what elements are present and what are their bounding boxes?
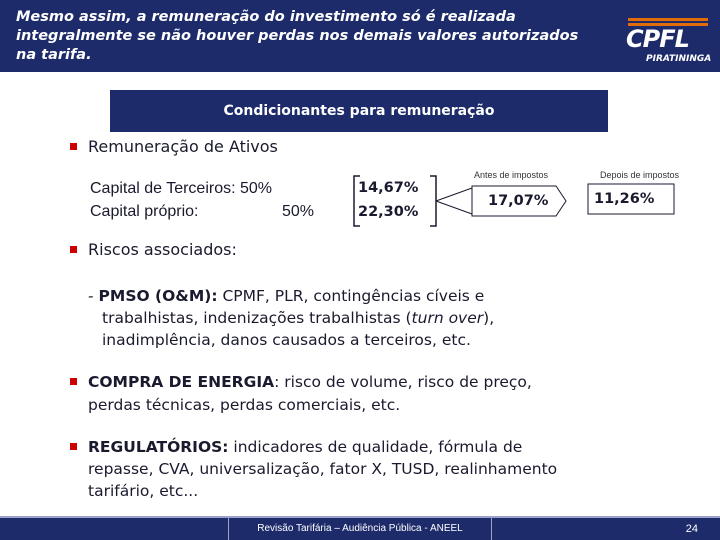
ativos-heading: Remuneração de Ativos bbox=[88, 137, 278, 156]
pmso-line-1 bbox=[88, 286, 484, 307]
section-title: Condicionantes para remuneração bbox=[223, 103, 495, 119]
compra-label: COMPRA DE ENERGIA bbox=[88, 373, 275, 391]
depois-value: 11,26% bbox=[594, 191, 655, 207]
capital-proprio-label: Capital próprio: bbox=[90, 203, 199, 220]
regulatorios-line-1 bbox=[88, 437, 522, 458]
footer-caption: Revisão Tarifária – Audiência Pública - ANEEL bbox=[228, 518, 492, 540]
regulatorios-line-3: tarifário, etc... bbox=[88, 482, 199, 500]
pmso-label: PMSO (O&M): bbox=[98, 287, 218, 305]
compra-text-1: : risco de volume, risco de preço, bbox=[274, 373, 532, 391]
regulatorios-label: REGULATÓRIOS: bbox=[88, 438, 229, 456]
compra-line-2: perdas técnicas, perdas comerciais, etc. bbox=[88, 396, 401, 414]
pmso-line-2 bbox=[102, 308, 494, 329]
depois-label: Depois de impostos bbox=[600, 170, 680, 180]
logo-subtitle: PIRATININGA bbox=[646, 54, 712, 64]
connector-bottom bbox=[436, 201, 472, 214]
bullet-riscos bbox=[70, 246, 77, 253]
rate-proprio: 22,30% bbox=[358, 204, 419, 220]
riscos-heading: Riscos associados: bbox=[88, 240, 237, 259]
pmso-dash: - bbox=[88, 287, 94, 305]
antes-label: Antes de impostos bbox=[474, 170, 549, 180]
compra-line-1 bbox=[88, 372, 532, 393]
cpfl-logo bbox=[620, 18, 712, 68]
footer-bar bbox=[0, 518, 720, 540]
page-number: 24 bbox=[685, 523, 698, 535]
rate-terceiros: 14,67% bbox=[358, 180, 419, 196]
bullet-compra bbox=[70, 378, 77, 385]
right-bracket bbox=[430, 176, 436, 226]
regulatorios-text-1: indicadores de qualidade, fórmula de bbox=[228, 438, 523, 456]
bullet-regulatorios bbox=[70, 443, 77, 450]
capital-proprio-value: 50% bbox=[282, 203, 315, 220]
header-bar bbox=[0, 0, 720, 72]
pmso-line-3: inadimplência, danos causados a terceiros, etc. bbox=[102, 331, 471, 349]
antes-value: 17,07% bbox=[488, 193, 549, 209]
capital-terceiros: Capital de Terceiros: 50% bbox=[90, 180, 273, 197]
pmso-text-2b: ), bbox=[483, 309, 495, 327]
connector-top bbox=[436, 188, 472, 201]
pmso-text-2a: trabalhistas, indenizações trabalhistas ( bbox=[102, 309, 412, 327]
section-title-box bbox=[110, 90, 608, 132]
regulatorios-line-2: repasse, CVA, universalização, fator X, TUSD, realinhamento bbox=[88, 460, 558, 478]
bullet-ativos bbox=[70, 143, 77, 150]
slide-title: Mesmo assim, a remuneração do investimento só é realizada integralmente se não houver perdas nos demais valores autorizados na tarifa. bbox=[16, 9, 579, 63]
logo-text: CPFL bbox=[626, 25, 689, 53]
pmso-turnover: turn over bbox=[411, 309, 484, 327]
pmso-text-1: CPMF, PLR, contingências cíveis e bbox=[217, 287, 485, 305]
